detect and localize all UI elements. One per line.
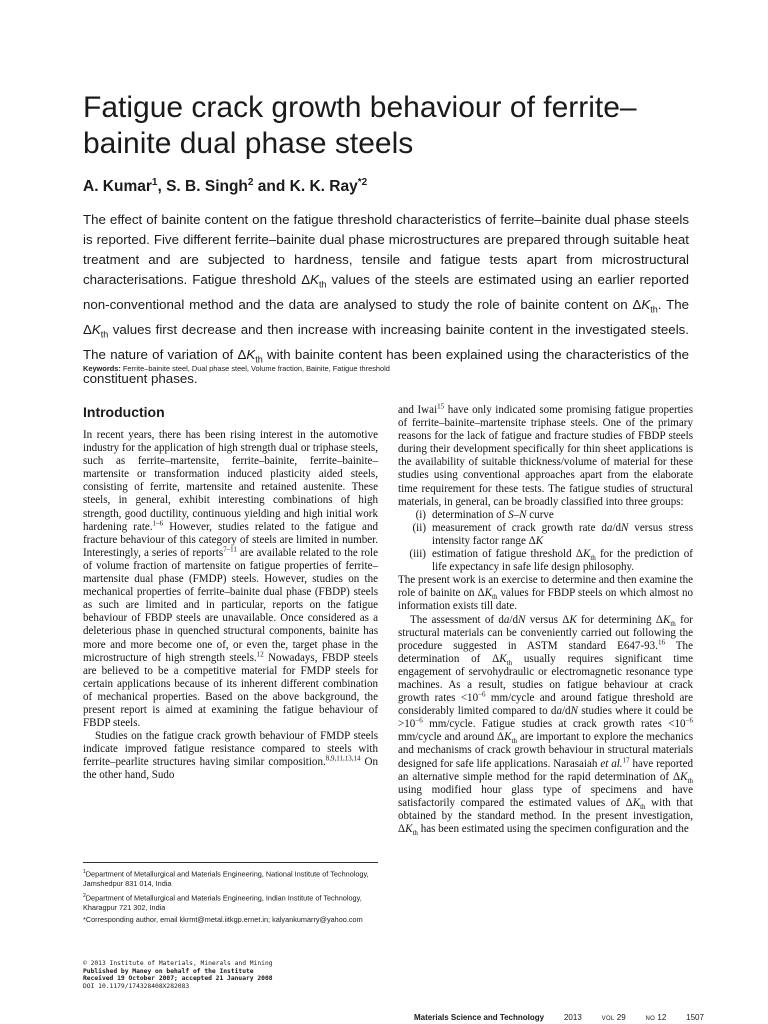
list-item: (i) determination of S–N curve <box>415 508 554 521</box>
abstract: The effect of bainite content on the fatigue threshold characteristics of ferrite–bainite dual phase steels is reported. Five different ferrite–bainite dual phase microstructures are prepared through suitable heat treatment and are subjected to hardness, tensile and fatigue tests apart from microstructural characterisations. Fatigue threshold $\Delta K_{th}$ values of the steels are estimated using an earlier reported non-conventional method and the data are analysed to study the role of bainite content on $\Delta K_{th}$. The $\Delta K_{th}$ values first decrease and then increase with increasing bainite content in the investigated steels. The nature of variation of $\Delta K_{th}$ with bainite content has been explained using the characteristics of the constituent phases. <box>83 212 690 387</box>
citation[interactable]: 17 <box>622 755 630 764</box>
body-paragraph-1: and Iwai$^{15}$ have only indicated some promising fatigue properties of ferrite–bainite–martensite triphase steels. One of the primary reasons for the lack of fatigue and fracture studies of FBDP steels during their development specifically for thin sheet applications is the availability of suitable thickness/volume of material for these studies using conventional approaches apart from the elaborate time requirement for these tests. The fatigue studies of structural materials, in general, can be broadly classified into three groups: <box>398 402 693 508</box>
keywords-label: Keywords: <box>83 364 121 373</box>
intro-paragraph-2: Studies on the fatigue crack growth behaviour of FMDP steels indicate improved fatigue resistance compared to steels with ferrite–pearlite structures having similar composition.$^{8,9,11,13,14}$ On the other hand, Sudo <box>83 730 378 782</box>
citation[interactable]: 8,9,11,13,14 <box>325 754 361 763</box>
list-item: (ii) measurement of crack growth rate da/dN versus stress intensity factor range ΔK <box>412 521 693 547</box>
keywords <box>83 364 689 373</box>
body-paragraph-2: The present work is an exercise to determine and then examine the role of bainite on $\Delta K_{th}$ values for FBDP steels on which almost no information exists till date. <box>398 574 693 613</box>
received-line: Received 19 October 2007; accepted 21 January 2008 <box>83 975 273 983</box>
left-column <box>83 403 378 783</box>
citation[interactable]: 12 <box>256 649 264 658</box>
journal-volume: VOL 29 <box>601 1013 626 1022</box>
journal-issue: NO 12 <box>645 1013 667 1022</box>
copyright-line: © 2013 Institute of Materials, Minerals and Mining <box>83 960 273 967</box>
right-column <box>398 404 693 836</box>
author-3: K. K. Ray <box>289 178 358 196</box>
article-title: Fatigue crack growth behaviour of ferrite–bainite dual phase steels <box>83 91 637 160</box>
doi-line[interactable]: DOI 10.1179/174328408X282083 <box>83 982 190 990</box>
author-2-affil: 2 <box>247 177 254 188</box>
footnote-divider <box>83 862 378 863</box>
author-3-affil: *2 <box>357 177 368 188</box>
footnote-corresponding: *Corresponding author, email kkrmt@metal.iitkgp.ernet.in; kalyankumarry@yahoo.com <box>83 915 363 925</box>
author-conjunction: and <box>257 178 286 196</box>
publisher-imprint <box>83 960 403 990</box>
keywords-text: Ferrite–bainite steel, Dual phase steel, Volume fraction, Bainite, Fatigue threshold <box>122 364 390 373</box>
citation[interactable]: 15 <box>437 402 445 411</box>
citation[interactable]: 1–6 <box>152 518 164 527</box>
list-item: (iii) estimation of fatigue threshold $\Delta K_{th}$ for the prediction of life expectancy in safe life design philosophy. <box>409 548 693 574</box>
footnote-2: $^2$Department of Metallurgical and Materials Engineering, Indian Institute of Technology, Kharagpur 721 302, India <box>83 892 362 912</box>
journal-name: Materials Science and Technology <box>414 1013 545 1022</box>
author-2: S. B. Singh <box>166 178 248 196</box>
citation[interactable]: 16 <box>657 638 665 647</box>
running-footer <box>414 1013 704 1022</box>
journal-year: 2013 <box>563 1013 582 1022</box>
enumerated-list <box>398 509 693 574</box>
publisher-line: Published by Maney on behalf of the Institute <box>83 967 254 975</box>
section-heading-introduction: Introduction <box>83 404 165 420</box>
body-paragraph-3: The assessment of da/dN versus ΔK for determining $\Delta K_{th}$ for structural materials can be conveniently carried out following the procedure suggested in ASTM standard E647-93.16 The determination of $\Delta K_{th}$ usually requires significant time engagement of servohydraulic or electromagnetic resonance type machines. As a result, studies on fatigue behaviour at crack growth rates $<10^{-6}$ mm/cycle and around fatigue threshold are considerably limited compared to da/dN studies where it could be $>10^{-6}$ mm/cycle. Fatigue studies at crack growth rates $<10^{-6}$ mm/cycle and around $\Delta K_{th}$ are important to explore the mechanics and mechanisms of crack growth behaviour in structural materials designed for safe life applications. Narasaiah et al.$^{17}$ have reported an alternative simple method for the rapid determination of $\Delta K_{th}$ using modified hour glass type of specimens and have satisfactorily compared the estimated values of $\Delta K_{th}$ with that obtained by the standard method. In the present investigation, $\Delta K_{th}$ has been estimated using the specimen configuration and the <box>398 613 694 838</box>
author-1: A. Kumar <box>83 178 152 196</box>
footnote-1: $^1$Department of Metallurgical and Materials Engineering, National Institute of Technology, Jamshedpur 831 014, India <box>83 869 369 889</box>
intro-paragraph-1: In recent years, there has been rising interest in the automotive industry for the application of high strength dual or triphase steels, such as ferrite–martensite, ferrite–bainite, ferrite–bainite–martensite or transformation induced plasticity aided steels, consisting of ferrite, martensite and retained austenite. These steels, in general, exhibit interesting combinations of high strength, good ductility, continuous yielding and high initial work hardening rate.$^{1-6}$ However, studies related to the fatigue and fracture behaviour of this category of steels are limited in number. Interestingly, a series of reports$^{7-11}$ are available related to the role of volume fraction of martensite on fatigue properties of ferrite–martensite dual phase (FMDP) steels. However, studies on the mechanical properties of ferrite–bainite dual phase (FBDP) steels as such are limited and in particular, reports on the fatigue behaviour of FBDP steels are unavailable. Once considered as a deleterious phase in quenched structural components, bainite has more and more become one of, or even the, target phase in the microstructure of high strength steels.$^{12}$ Nowadays, FBDP steels are believed to be a competitive material for FMDP steels for certain applications because of its inherent different combination of mechanical properties. Based on the above background, the present report is aimed at examining the fatigue behaviour of FBDP steels. <box>83 429 379 730</box>
footnotes <box>83 868 378 928</box>
author-1-affil: 1 <box>151 177 158 188</box>
page-number: 1507 <box>686 1013 704 1022</box>
author-list: A. Kumar$^1$, S. B. Singh$^2$ and K. K. Ray$^{*2}$ <box>83 177 368 196</box>
citation[interactable]: 7–11 <box>223 545 237 554</box>
